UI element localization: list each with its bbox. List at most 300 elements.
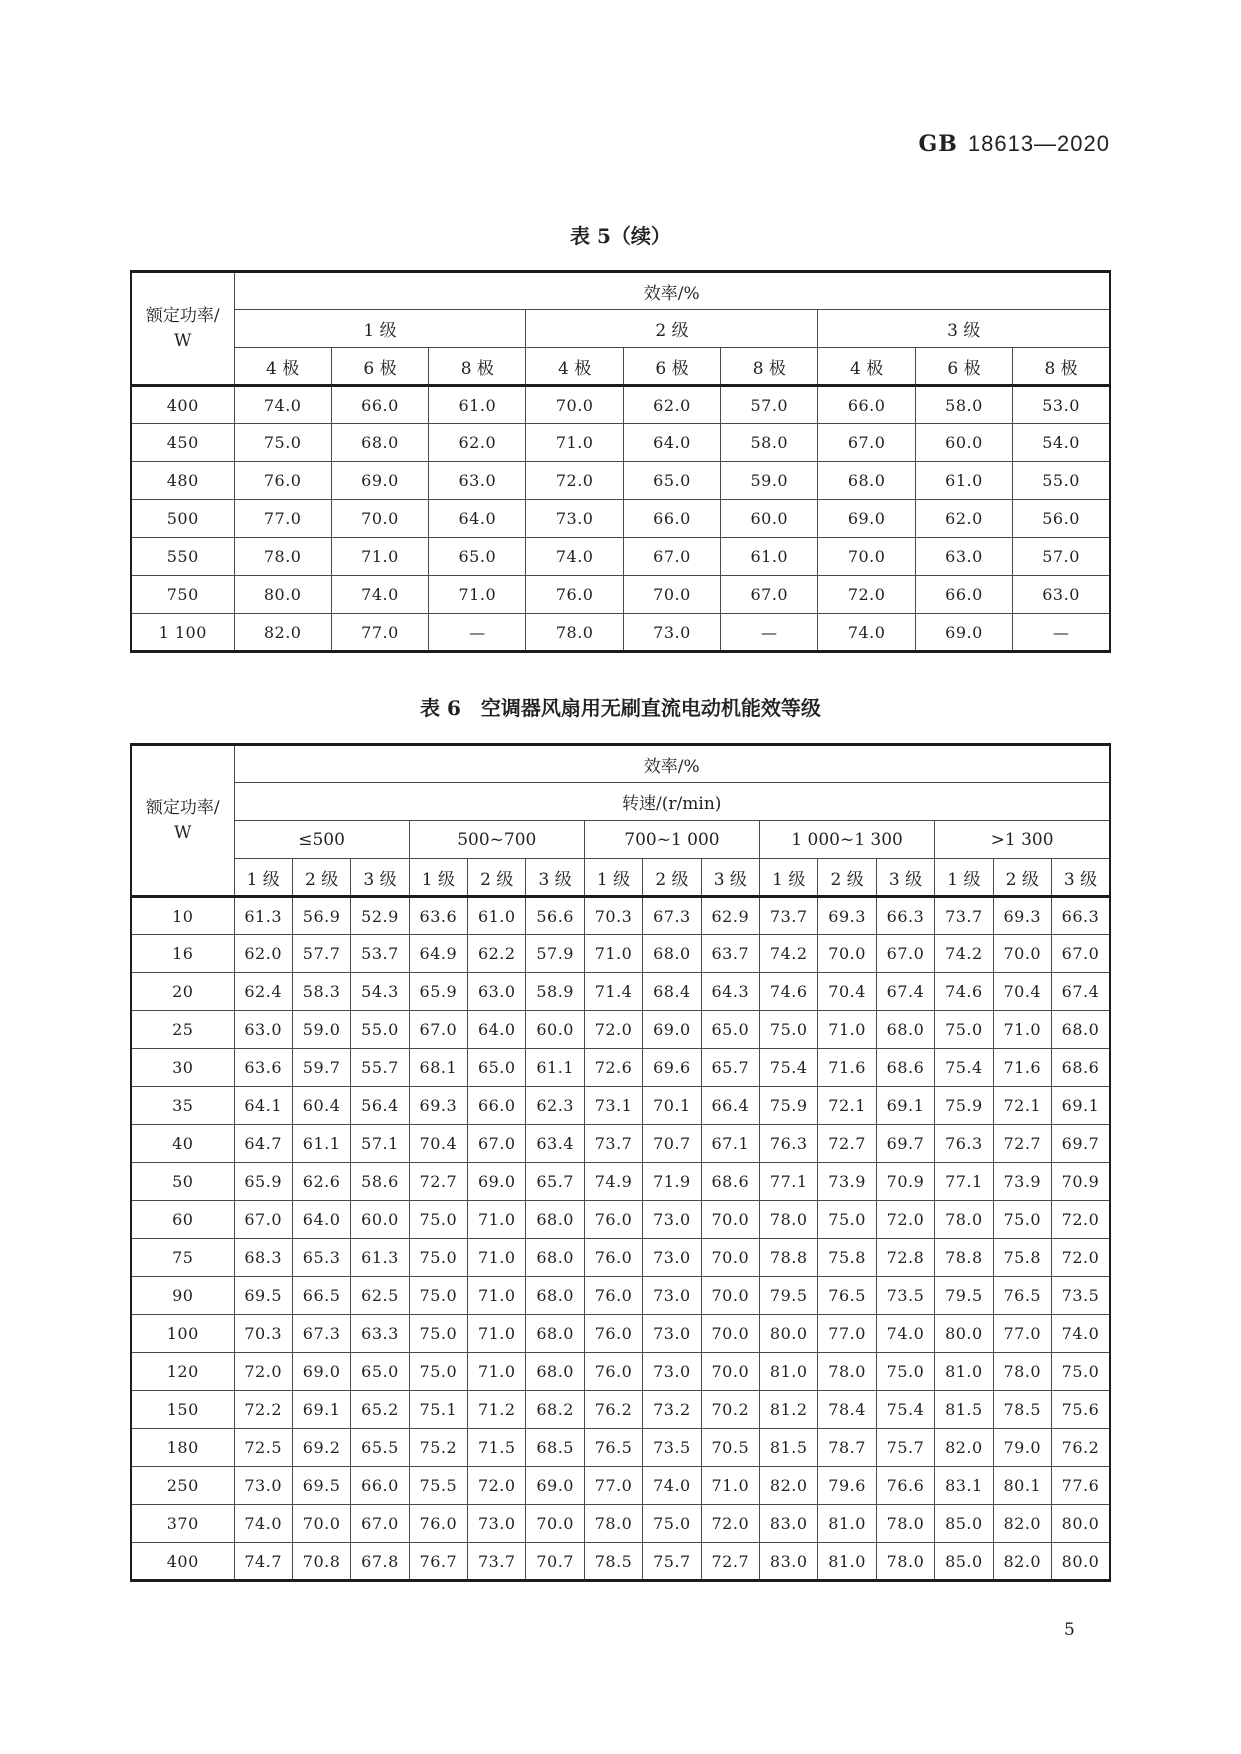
efficiency-value-cell: 62.0 xyxy=(623,386,720,424)
grade-1-header: 1 级 xyxy=(234,859,292,897)
table-row xyxy=(131,1163,1110,1201)
poles-4-header: 4 极 xyxy=(818,348,915,386)
efficiency-value-cell: 62.5 xyxy=(351,1277,409,1315)
efficiency-value-cell: 67.0 xyxy=(234,1201,292,1239)
table-row xyxy=(131,1087,1110,1125)
efficiency-value-cell: 69.2 xyxy=(292,1429,350,1467)
efficiency-value-cell: 75.4 xyxy=(935,1049,993,1087)
efficiency-value-cell: 71.6 xyxy=(993,1049,1051,1087)
table-row xyxy=(131,897,1110,935)
efficiency-value-cell: 74.0 xyxy=(234,1505,292,1543)
efficiency-value-cell: 58.0 xyxy=(915,386,1012,424)
efficiency-value-cell: 65.7 xyxy=(701,1049,759,1087)
efficiency-value-cell: 75.0 xyxy=(409,1239,467,1277)
efficiency-value-cell: 67.0 xyxy=(623,538,720,576)
efficiency-value-cell: 72.1 xyxy=(818,1087,876,1125)
efficiency-value-cell: 69.0 xyxy=(331,462,428,500)
efficiency-value-cell: 73.5 xyxy=(876,1277,934,1315)
efficiency-value-cell: 78.8 xyxy=(935,1239,993,1277)
standard-code-number: 18613—2020 xyxy=(967,131,1110,156)
efficiency-value-cell: 72.0 xyxy=(701,1505,759,1543)
efficiency-value-cell: 74.0 xyxy=(1051,1315,1110,1353)
efficiency-value-cell: 82.0 xyxy=(993,1505,1051,1543)
efficiency-value-cell: 73.5 xyxy=(1051,1277,1110,1315)
rated-power-cell: 480 xyxy=(131,462,234,500)
rated-power-cell: 250 xyxy=(131,1467,234,1505)
efficiency-value-cell: 70.9 xyxy=(876,1163,934,1201)
efficiency-value-cell: 59.0 xyxy=(721,462,818,500)
efficiency-value-cell: 65.9 xyxy=(234,1163,292,1201)
efficiency-value-cell: 70.0 xyxy=(623,576,720,614)
efficiency-value-cell: 62.4 xyxy=(234,973,292,1011)
rated-power-cell: 50 xyxy=(131,1163,234,1201)
efficiency-value-cell: 66.4 xyxy=(701,1087,759,1125)
table-row xyxy=(131,1353,1110,1391)
grade-1-header: 1 级 xyxy=(935,859,993,897)
efficiency-value-cell: 80.1 xyxy=(993,1467,1051,1505)
table-row xyxy=(131,1505,1110,1543)
grade-2-header: 2 级 xyxy=(292,859,350,897)
rated-power-cell: 75 xyxy=(131,1239,234,1277)
rated-power-cell: 750 xyxy=(131,576,234,614)
efficiency-value-cell: 71.0 xyxy=(468,1353,526,1391)
efficiency-value-cell: 71.0 xyxy=(468,1239,526,1277)
rated-power-cell: 370 xyxy=(131,1505,234,1543)
efficiency-value-cell: 74.2 xyxy=(760,935,818,973)
efficiency-value-cell: 64.7 xyxy=(234,1125,292,1163)
efficiency-value-cell: 61.3 xyxy=(234,897,292,935)
efficiency-value-cell: 78.0 xyxy=(818,1353,876,1391)
efficiency-value-cell: 63.0 xyxy=(1013,576,1110,614)
table-row xyxy=(131,462,1110,500)
efficiency-value-cell: 63.6 xyxy=(234,1049,292,1087)
poles-4-header: 4 极 xyxy=(526,348,623,386)
efficiency-value-cell: 75.0 xyxy=(234,424,331,462)
efficiency-value-cell: 63.7 xyxy=(701,935,759,973)
efficiency-value-cell: 76.3 xyxy=(935,1125,993,1163)
efficiency-value-cell: 71.0 xyxy=(468,1201,526,1239)
efficiency-value-cell: 69.6 xyxy=(643,1049,701,1087)
efficiency-value-cell: 68.6 xyxy=(1051,1049,1110,1087)
efficiency-value-cell: 68.4 xyxy=(643,973,701,1011)
efficiency-value-cell: 80.0 xyxy=(935,1315,993,1353)
efficiency-value-cell: 60.0 xyxy=(351,1201,409,1239)
efficiency-value-cell: 65.0 xyxy=(468,1049,526,1087)
efficiency-value-cell: 73.7 xyxy=(935,897,993,935)
efficiency-value-cell: 73.9 xyxy=(993,1163,1051,1201)
efficiency-value-cell: 57.0 xyxy=(1013,538,1110,576)
rated-power-cell: 400 xyxy=(131,1543,234,1581)
efficiency-value-cell: 65.7 xyxy=(526,1163,584,1201)
efficiency-value-cell: 69.0 xyxy=(292,1353,350,1391)
efficiency-value-cell: 74.0 xyxy=(643,1467,701,1505)
efficiency-value-cell: 76.0 xyxy=(234,462,331,500)
efficiency-value-cell: 72.7 xyxy=(993,1125,1051,1163)
efficiency-value-cell: 64.0 xyxy=(468,1011,526,1049)
table-row xyxy=(131,1049,1110,1087)
efficiency-value-cell: 70.0 xyxy=(701,1277,759,1315)
efficiency-value-cell: 68.6 xyxy=(876,1049,934,1087)
efficiency-value-cell: 71.0 xyxy=(818,1011,876,1049)
efficiency-value-cell: 74.6 xyxy=(935,973,993,1011)
table5-body xyxy=(131,386,1110,652)
efficiency-value-cell: 72.0 xyxy=(818,576,915,614)
efficiency-value-cell: 69.7 xyxy=(876,1125,934,1163)
efficiency-value-cell: 60.4 xyxy=(292,1087,350,1125)
standard-code xyxy=(918,131,1110,157)
efficiency-value-cell: 70.3 xyxy=(584,897,642,935)
efficiency-value-cell: 70.4 xyxy=(818,973,876,1011)
efficiency-value-cell: 67.0 xyxy=(351,1505,409,1543)
efficiency-value-cell: 68.5 xyxy=(526,1429,584,1467)
efficiency-value-cell: 70.1 xyxy=(643,1087,701,1125)
efficiency-value-cell: 76.5 xyxy=(584,1429,642,1467)
efficiency-value-cell: 69.0 xyxy=(643,1011,701,1049)
table5-efficiency-header: 效率/% xyxy=(234,272,1110,310)
efficiency-value-cell: 70.0 xyxy=(701,1201,759,1239)
table5-caption: 表 5（续） xyxy=(570,224,671,248)
efficiency-value-cell: 85.0 xyxy=(935,1505,993,1543)
efficiency-value-cell: 64.0 xyxy=(623,424,720,462)
efficiency-value-cell: 63.0 xyxy=(468,973,526,1011)
efficiency-value-cell: 69.5 xyxy=(234,1277,292,1315)
poles-4-header: 4 极 xyxy=(234,348,331,386)
poles-8-header: 8 极 xyxy=(429,348,526,386)
efficiency-value-cell: 78.5 xyxy=(993,1391,1051,1429)
efficiency-value-cell: 82.0 xyxy=(760,1467,818,1505)
efficiency-value-cell: 73.0 xyxy=(468,1505,526,1543)
table5-header-row-grades xyxy=(131,310,1110,348)
efficiency-value-cell: 62.0 xyxy=(429,424,526,462)
efficiency-value-cell: 73.5 xyxy=(643,1429,701,1467)
efficiency-value-cell: 73.0 xyxy=(643,1277,701,1315)
efficiency-value-cell: 63.6 xyxy=(409,897,467,935)
table-row xyxy=(131,576,1110,614)
efficiency-value-cell: 73.0 xyxy=(623,614,720,652)
efficiency-value-cell: 81.5 xyxy=(760,1429,818,1467)
table6-header-row-grades xyxy=(131,859,1110,897)
efficiency-value-cell: 68.0 xyxy=(526,1315,584,1353)
efficiency-value-cell: 63.0 xyxy=(234,1011,292,1049)
efficiency-value-cell: 61.3 xyxy=(351,1239,409,1277)
rated-power-cell: 60 xyxy=(131,1201,234,1239)
efficiency-value-cell: 81.0 xyxy=(818,1543,876,1581)
efficiency-value-cell: 75.0 xyxy=(409,1277,467,1315)
efficiency-value-cell: 80.0 xyxy=(234,576,331,614)
efficiency-value-cell: 62.0 xyxy=(915,500,1012,538)
efficiency-value-cell: 70.2 xyxy=(701,1391,759,1429)
efficiency-value-cell: 65.0 xyxy=(623,462,720,500)
efficiency-value-cell: 68.2 xyxy=(526,1391,584,1429)
table-row xyxy=(131,500,1110,538)
poles-6-header: 6 极 xyxy=(331,348,428,386)
efficiency-value-cell: 68.0 xyxy=(1051,1011,1110,1049)
efficiency-value-cell: 68.1 xyxy=(409,1049,467,1087)
efficiency-value-cell: 77.0 xyxy=(584,1467,642,1505)
efficiency-value-cell: 71.0 xyxy=(331,538,428,576)
efficiency-value-cell: 75.0 xyxy=(409,1353,467,1391)
grade-2-header: 2 级 xyxy=(468,859,526,897)
efficiency-value-cell: 70.9 xyxy=(1051,1163,1110,1201)
efficiency-value-cell: 62.9 xyxy=(701,897,759,935)
efficiency-value-cell: 68.0 xyxy=(331,424,428,462)
efficiency-value-cell: 75.0 xyxy=(643,1505,701,1543)
efficiency-value-cell: 52.9 xyxy=(351,897,409,935)
efficiency-value-cell: 70.8 xyxy=(292,1543,350,1581)
speed-range-1000-1300-header: 1 000~1 300 xyxy=(760,821,935,859)
efficiency-value-cell: 71.6 xyxy=(818,1049,876,1087)
efficiency-value-cell: 81.0 xyxy=(818,1505,876,1543)
efficiency-value-cell: 78.0 xyxy=(526,614,623,652)
table-row xyxy=(131,614,1110,652)
efficiency-value-cell: 73.9 xyxy=(818,1163,876,1201)
efficiency-value-cell: 64.9 xyxy=(409,935,467,973)
table5-header-row-efficiency xyxy=(131,272,1110,310)
efficiency-value-cell: 76.6 xyxy=(876,1467,934,1505)
efficiency-value-cell: 61.1 xyxy=(526,1049,584,1087)
table-row xyxy=(131,1391,1110,1429)
efficiency-value-cell: 70.4 xyxy=(409,1125,467,1163)
efficiency-value-cell: 73.2 xyxy=(643,1391,701,1429)
rated-power-cell: 10 xyxy=(131,897,234,935)
rated-power-cell: 25 xyxy=(131,1011,234,1049)
efficiency-value-cell: 71.0 xyxy=(468,1315,526,1353)
efficiency-value-cell: 75.9 xyxy=(760,1087,818,1125)
efficiency-value-cell: 78.0 xyxy=(876,1505,934,1543)
efficiency-value-cell: 76.7 xyxy=(409,1543,467,1581)
efficiency-value-cell: 70.5 xyxy=(701,1429,759,1467)
speed-range-500-700-header: 500~700 xyxy=(409,821,584,859)
efficiency-value-cell: 61.0 xyxy=(915,462,1012,500)
rated-power-cell: 40 xyxy=(131,1125,234,1163)
grade-2-header: 2 级 xyxy=(818,859,876,897)
efficiency-value-cell: 74.0 xyxy=(818,614,915,652)
efficiency-value-cell: 76.2 xyxy=(1051,1429,1110,1467)
efficiency-value-cell: 77.6 xyxy=(1051,1467,1110,1505)
table5-rated-power-header xyxy=(131,272,234,386)
efficiency-value-cell: 70.0 xyxy=(526,386,623,424)
efficiency-value-cell: 74.0 xyxy=(331,576,428,614)
efficiency-value-cell: 72.6 xyxy=(584,1049,642,1087)
efficiency-value-cell: 76.0 xyxy=(584,1315,642,1353)
table-row xyxy=(131,1315,1110,1353)
table-row xyxy=(131,935,1110,973)
efficiency-value-cell: 78.0 xyxy=(760,1201,818,1239)
efficiency-value-cell: 70.0 xyxy=(701,1315,759,1353)
efficiency-value-cell: 73.0 xyxy=(643,1353,701,1391)
efficiency-value-cell: 77.0 xyxy=(993,1315,1051,1353)
grade-2-header: 2 级 xyxy=(643,859,701,897)
efficiency-value-cell: 65.0 xyxy=(429,538,526,576)
efficiency-value-cell: 57.0 xyxy=(721,386,818,424)
table6-caption: 表 6 空调器风扇用无刷直流电动机能效等级 xyxy=(420,696,821,720)
efficiency-value-cell: 75.4 xyxy=(876,1391,934,1429)
efficiency-value-cell: 76.2 xyxy=(584,1391,642,1429)
efficiency-value-cell: 79.5 xyxy=(760,1277,818,1315)
efficiency-value-cell: 73.7 xyxy=(760,897,818,935)
efficiency-value-cell: 77.0 xyxy=(234,500,331,538)
efficiency-value-cell: 70.0 xyxy=(818,935,876,973)
rated-power-label: 额定功率/ xyxy=(145,797,220,818)
efficiency-value-cell: 73.7 xyxy=(468,1543,526,1581)
efficiency-value-cell: 80.0 xyxy=(1051,1543,1110,1581)
table-row xyxy=(131,1125,1110,1163)
efficiency-value-cell: 72.7 xyxy=(818,1125,876,1163)
efficiency-value-cell: 67.0 xyxy=(818,424,915,462)
efficiency-value-cell: 66.0 xyxy=(351,1467,409,1505)
efficiency-value-cell: 56.4 xyxy=(351,1087,409,1125)
efficiency-value-cell: 69.7 xyxy=(1051,1125,1110,1163)
efficiency-value-cell: 64.0 xyxy=(292,1201,350,1239)
efficiency-value-cell: 70.0 xyxy=(526,1505,584,1543)
efficiency-value-cell: 72.5 xyxy=(234,1429,292,1467)
efficiency-value-cell: 55.0 xyxy=(351,1011,409,1049)
efficiency-value-cell: 78.0 xyxy=(876,1543,934,1581)
efficiency-value-cell: 55.7 xyxy=(351,1049,409,1087)
efficiency-value-cell: 65.0 xyxy=(701,1011,759,1049)
efficiency-value-cell: 71.0 xyxy=(526,424,623,462)
efficiency-value-cell: 81.2 xyxy=(760,1391,818,1429)
efficiency-value-cell: 58.0 xyxy=(721,424,818,462)
table6-body xyxy=(131,897,1110,1581)
efficiency-value-cell: 75.8 xyxy=(993,1239,1051,1277)
efficiency-value-cell: 72.0 xyxy=(234,1353,292,1391)
efficiency-value-cell: 65.2 xyxy=(351,1391,409,1429)
efficiency-value-cell: 67.8 xyxy=(351,1543,409,1581)
efficiency-value-cell: 72.0 xyxy=(1051,1201,1110,1239)
grade-1-header: 1 级 xyxy=(409,859,467,897)
efficiency-value-cell: 54.0 xyxy=(1013,424,1110,462)
efficiency-value-cell: 61.0 xyxy=(721,538,818,576)
efficiency-value-cell: 66.0 xyxy=(623,500,720,538)
efficiency-value-cell: 76.0 xyxy=(584,1277,642,1315)
efficiency-value-cell: 75.0 xyxy=(818,1201,876,1239)
efficiency-value-cell: 77.1 xyxy=(760,1163,818,1201)
efficiency-value-cell: 82.0 xyxy=(234,614,331,652)
efficiency-value-cell: 75.7 xyxy=(876,1429,934,1467)
poles-6-header: 6 极 xyxy=(623,348,720,386)
grade-2-header: 2 级 xyxy=(993,859,1051,897)
table6-header-row-speed-ranges xyxy=(131,821,1110,859)
table5 xyxy=(130,270,1111,653)
table-row xyxy=(131,1011,1110,1049)
efficiency-value-cell: 76.0 xyxy=(409,1505,467,1543)
efficiency-value-cell: 79.5 xyxy=(935,1277,993,1315)
efficiency-value-cell: 71.9 xyxy=(643,1163,701,1201)
efficiency-value-cell: 75.2 xyxy=(409,1429,467,1467)
efficiency-value-cell: 81.5 xyxy=(935,1391,993,1429)
efficiency-value-cell: 72.8 xyxy=(876,1239,934,1277)
efficiency-value-cell: 55.0 xyxy=(1013,462,1110,500)
efficiency-value-cell: 73.7 xyxy=(584,1125,642,1163)
efficiency-value-cell: 64.3 xyxy=(701,973,759,1011)
efficiency-value-cell: 67.3 xyxy=(292,1315,350,1353)
efficiency-value-cell: 75.9 xyxy=(935,1087,993,1125)
efficiency-value-cell: 67.0 xyxy=(721,576,818,614)
rated-power-cell: 1 100 xyxy=(131,614,234,652)
table5-header-row-poles xyxy=(131,348,1110,386)
rated-power-cell: 30 xyxy=(131,1049,234,1087)
efficiency-value-cell: 59.0 xyxy=(292,1011,350,1049)
efficiency-value-cell: 67.3 xyxy=(643,897,701,935)
efficiency-value-cell: 69.0 xyxy=(818,500,915,538)
efficiency-value-cell: 59.7 xyxy=(292,1049,350,1087)
efficiency-value-cell: 76.0 xyxy=(584,1239,642,1277)
grade-3-header: 3 级 xyxy=(351,859,409,897)
efficiency-value-cell: 74.2 xyxy=(935,935,993,973)
grade-3-header: 3 级 xyxy=(701,859,759,897)
efficiency-value-cell: 74.9 xyxy=(584,1163,642,1201)
efficiency-value-cell: — xyxy=(1013,614,1110,652)
table6-speed-header: 转速/(r/min) xyxy=(234,783,1110,821)
efficiency-value-cell: 66.3 xyxy=(876,897,934,935)
efficiency-value-cell: 71.0 xyxy=(993,1011,1051,1049)
efficiency-value-cell: 75.6 xyxy=(1051,1391,1110,1429)
rated-power-cell: 35 xyxy=(131,1087,234,1125)
table-row xyxy=(131,1429,1110,1467)
efficiency-value-cell: 75.0 xyxy=(409,1201,467,1239)
rated-power-cell: 400 xyxy=(131,386,234,424)
efficiency-value-cell: 60.0 xyxy=(915,424,1012,462)
efficiency-value-cell: 70.0 xyxy=(292,1505,350,1543)
efficiency-value-cell: 57.7 xyxy=(292,935,350,973)
table6-efficiency-header: 效率/% xyxy=(234,745,1110,783)
efficiency-value-cell: 62.2 xyxy=(468,935,526,973)
efficiency-value-cell: 67.4 xyxy=(876,973,934,1011)
efficiency-value-cell: 69.1 xyxy=(292,1391,350,1429)
efficiency-value-cell: 79.6 xyxy=(818,1467,876,1505)
poles-8-header: 8 极 xyxy=(1013,348,1110,386)
efficiency-value-cell: 69.5 xyxy=(292,1467,350,1505)
efficiency-value-cell: 82.0 xyxy=(993,1543,1051,1581)
efficiency-value-cell: 67.0 xyxy=(1051,935,1110,973)
efficiency-value-cell: 70.3 xyxy=(234,1315,292,1353)
efficiency-value-cell: 72.0 xyxy=(468,1467,526,1505)
efficiency-value-cell: 76.0 xyxy=(584,1201,642,1239)
efficiency-value-cell: 76.0 xyxy=(526,576,623,614)
efficiency-value-cell: 70.0 xyxy=(993,935,1051,973)
efficiency-value-cell: 56.9 xyxy=(292,897,350,935)
efficiency-value-cell: 74.0 xyxy=(234,386,331,424)
efficiency-value-cell: 71.0 xyxy=(468,1277,526,1315)
efficiency-value-cell: 75.0 xyxy=(760,1011,818,1049)
efficiency-value-cell: 75.0 xyxy=(935,1011,993,1049)
efficiency-value-cell: 74.0 xyxy=(876,1315,934,1353)
rated-power-cell: 180 xyxy=(131,1429,234,1467)
rated-power-cell: 120 xyxy=(131,1353,234,1391)
grade-1-header: 1 级 xyxy=(760,859,818,897)
efficiency-value-cell: 66.0 xyxy=(818,386,915,424)
efficiency-value-cell: 58.9 xyxy=(526,973,584,1011)
efficiency-value-cell: 72.7 xyxy=(701,1543,759,1581)
efficiency-value-cell: 82.0 xyxy=(935,1429,993,1467)
efficiency-value-cell: 69.1 xyxy=(876,1087,934,1125)
efficiency-value-cell: 69.0 xyxy=(526,1467,584,1505)
efficiency-value-cell: 77.0 xyxy=(331,614,428,652)
efficiency-value-cell: 75.0 xyxy=(993,1201,1051,1239)
rated-power-unit: W xyxy=(174,822,192,843)
efficiency-value-cell: 65.0 xyxy=(351,1353,409,1391)
efficiency-value-cell: 76.5 xyxy=(818,1277,876,1315)
efficiency-value-cell: 69.3 xyxy=(993,897,1051,935)
efficiency-value-cell: 81.0 xyxy=(935,1353,993,1391)
efficiency-value-cell: 71.5 xyxy=(468,1429,526,1467)
table-row xyxy=(131,1543,1110,1581)
efficiency-value-cell: 71.0 xyxy=(429,576,526,614)
rated-power-cell: 20 xyxy=(131,973,234,1011)
efficiency-value-cell: 66.0 xyxy=(468,1087,526,1125)
efficiency-value-cell: 66.0 xyxy=(915,576,1012,614)
